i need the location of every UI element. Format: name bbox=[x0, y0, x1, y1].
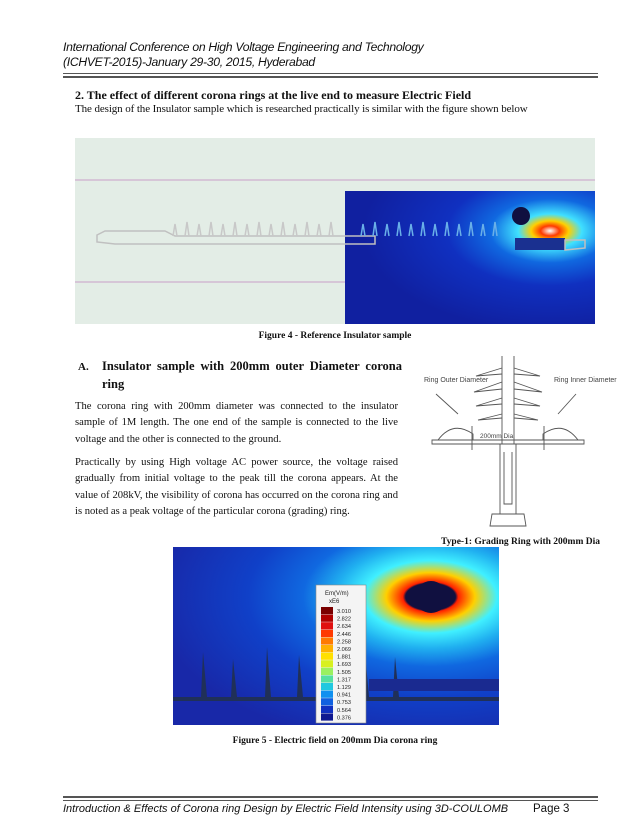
legend-swatch bbox=[321, 683, 333, 690]
paragraph-1: The corona ring with 200mm diameter was connected to the insulator sample of 1M length. The one end of the sample is connected to the live voltage and the other is connected to the ground. bbox=[75, 401, 398, 445]
header-divider-thick bbox=[63, 76, 598, 78]
legend-value: 2.446 bbox=[337, 631, 351, 638]
footer-title: Introduction & Effects of Corona ring Design by Electric Field Intensity using 3D-COULOMB bbox=[63, 803, 509, 815]
legend-value: 3.010 bbox=[337, 609, 351, 615]
legend-swatch bbox=[321, 653, 333, 660]
type-1-caption: Type-1: Grading Ring with 200mm Dia bbox=[441, 537, 600, 547]
legend-unit: Em(V/m) bbox=[325, 591, 349, 597]
type-1-ring-drawing bbox=[418, 354, 617, 532]
figure-4-insulator-image bbox=[75, 138, 595, 324]
legend-swatch bbox=[321, 637, 333, 644]
color-legend bbox=[316, 585, 366, 723]
legend-swatch bbox=[321, 645, 333, 652]
figure-5-electric-field-image bbox=[173, 547, 499, 725]
legend-scale: xE6 bbox=[329, 599, 340, 605]
legend-swatch bbox=[321, 630, 333, 637]
legend-swatch bbox=[321, 607, 333, 614]
section-subtitle: The design of the Insulator sample which is researched practically is similar with the figure shown below bbox=[75, 103, 528, 115]
legend-swatch bbox=[321, 698, 333, 705]
legend-value: 0.753 bbox=[337, 700, 351, 707]
figure-5-caption: Figure 5 - Electric field on 200mm Dia corona ring bbox=[232, 736, 438, 746]
paragraph-2: Practically by using High voltage AC power source, the voltage raised gradually from initial voltage to the peak till the corona appears. At the value of 208kV, the visibility of corona has occurred on the corona ring and is noted as a peak voltage of the particular corona (grading) ring. bbox=[75, 457, 398, 518]
header-conference-date: (ICHVET-2015)-January 29-30, 2015, Hyderabad bbox=[63, 55, 315, 69]
legend-value: 2.069 bbox=[337, 647, 351, 653]
legend-value: 0.376 bbox=[337, 715, 351, 722]
legend-value: 2.634 bbox=[337, 624, 351, 631]
legend-swatch bbox=[321, 706, 333, 713]
legend-value: 1.129 bbox=[337, 685, 351, 691]
legend-swatch bbox=[321, 615, 333, 622]
header-divider bbox=[63, 73, 598, 74]
ring-inner-label: Ring Inner Diameter bbox=[554, 377, 617, 384]
header-conference-name: International Conference on High Voltage Engineering and Technology bbox=[63, 40, 424, 54]
legend-swatch bbox=[321, 691, 333, 698]
subsection-letter: A. bbox=[78, 361, 89, 373]
footer-divider bbox=[63, 800, 598, 801]
footer-divider-thick bbox=[63, 796, 598, 798]
legend-swatch bbox=[321, 622, 333, 629]
legend-value: 2.258 bbox=[337, 639, 351, 646]
subsection-title: Insulator sample with 200mm outer Diameter corona ring bbox=[102, 359, 402, 391]
legend-value: 1.505 bbox=[337, 669, 351, 676]
legend-swatch bbox=[321, 660, 333, 667]
legend-value: 0.564 bbox=[337, 707, 351, 714]
ring-outer-label: Ring Outer Diameter bbox=[424, 377, 489, 384]
legend-swatch bbox=[321, 713, 333, 720]
legend-value: 1.881 bbox=[337, 654, 351, 661]
legend-value: 2.822 bbox=[337, 616, 351, 623]
legend-value: 0.941 bbox=[337, 692, 351, 699]
legend-value: 1.693 bbox=[337, 662, 351, 669]
page-number: Page 3 bbox=[533, 803, 570, 815]
section-title: 2. The effect of different corona rings at the live end to measure Electric Field bbox=[75, 88, 472, 102]
legend-swatch bbox=[321, 675, 333, 682]
figure-4-caption: Figure 4 - Reference Insulator sample bbox=[258, 331, 412, 341]
legend-value: 1.317 bbox=[337, 677, 351, 684]
dia-label: 200mm Dia bbox=[480, 433, 514, 440]
legend-swatch bbox=[321, 668, 333, 675]
